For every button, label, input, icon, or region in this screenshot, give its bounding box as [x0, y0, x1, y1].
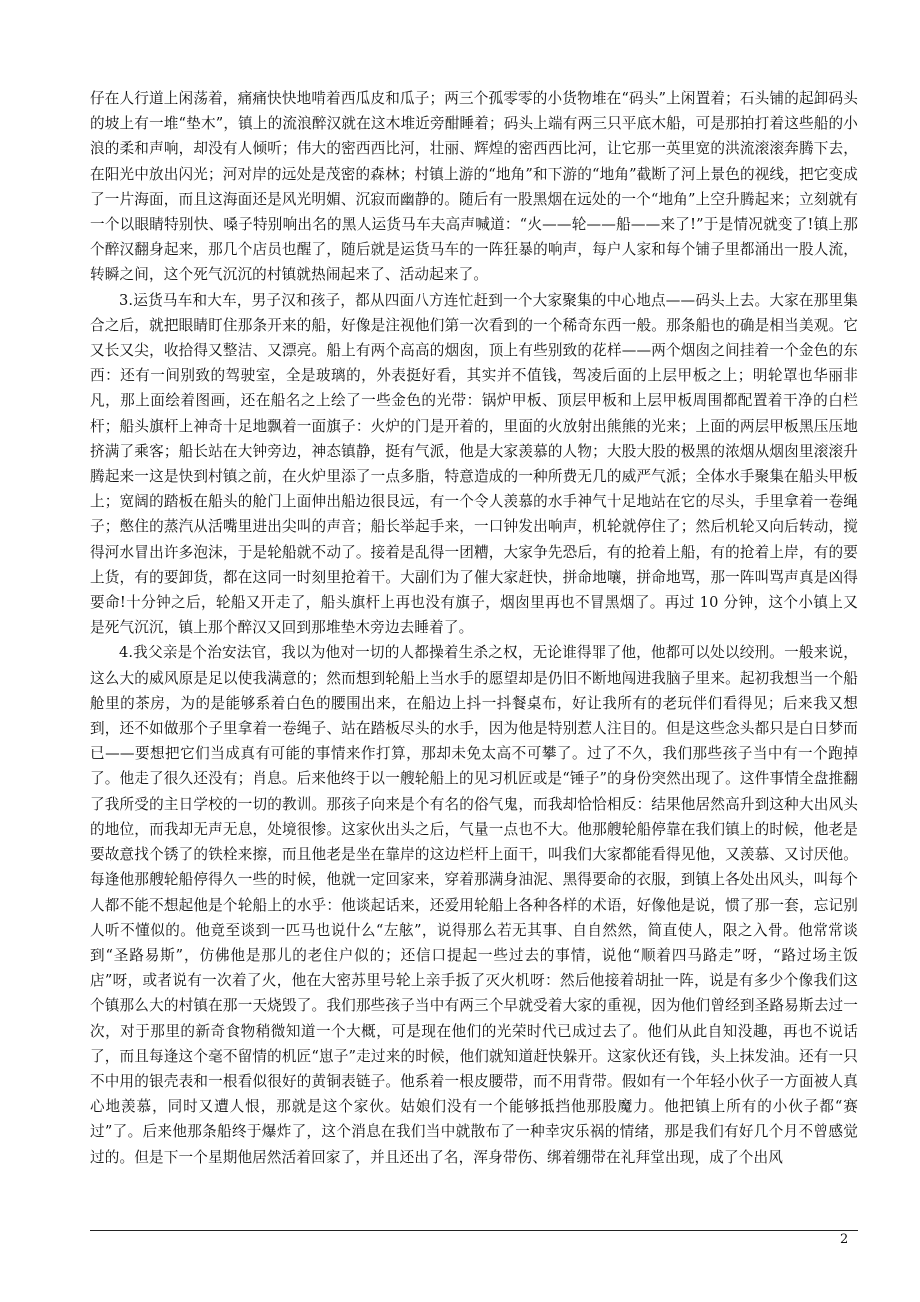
footer-divider [90, 1230, 858, 1231]
document-body [90, 86, 858, 1170]
paragraph-continued: 仔在人行道上闲荡着，痛痛快快地啃着西瓜皮和瓜子；两三个孤零零的小货物堆在“码头”上闲置着；石头铺的起卸码头的坡上有一堆“垫木”，镇上的流浪醉汉就在这木堆近旁酣睡着；码头上端有两三只平底木船，可是那拍打着这些船的小浪的柔和声响，却没有人倾听；伟大的密西西比河，壮丽、辉煌的密西西比河，让它那一英里宽的洪流滚滚奔腾下去，在阳光中放出闪光；河对岸的远处是茂密的森林；村镇上游的“地角”和下游的“地角”截断了河上景色的视线，把它变成了一片海面，而且这海面还是风光明媚、沉寂而幽静的。随后有一股黑烟在远处的一个“地角”上空升腾起来；立刻就有一个以眼睛特别快、嗓子特别响出名的黑人运货马车夫高声喊道：“火——轮——船——来了!”于是情况就变了!镇上那个醉汉翻身起来，那几个店员也醒了，随后就是运货马车的一阵狂暴的响声，每户人家和每个铺子里都涌出一股人流，转瞬之间，这个死气沉沉的村镇就热闹起来了、活动起来了。 [90, 90, 858, 284]
page-number: 2 [840, 1232, 849, 1247]
paragraph-3: 3.运货马车和大车，男子汉和孩子，都从四面八方连忙赶到一个大家聚集的中心地点——码头上去。大家在那里集合之后，就把眼睛盯住那条开来的船，好像是注视他们第一次看到的一个稀奇东西一般。那条船也的确是相当美观。它又长又尖，收拾得又整洁、又漂亮。船上有两个高高的烟囱，顶上有些别致的花样——两个烟囱之间挂着一个金色的东西：还有一间别致的驾驶室，全是玻璃的，外表挺好看，其实并不值钱，驾凌后面的上层甲板之上；明轮罩也华丽非凡，那上面绘着图画，还在船名之上绘了一些金色的光带：锅炉甲板、顶层甲板和上层甲板周围都配置着干净的白栏杆；船头旗杆上神奇十足地飘着一面旗子：火炉的门是开着的，里面的火放射出熊熊的光来；上面的两层甲板黑压压地挤满了乘客；船长站在大钟旁边，神态镇静，挺有气派，他是大家羡慕的人物；大股大股的极黑的浓烟从烟囱里滚滚升腾起来一这是快到村镇之前，在火炉里添了一点多脂，特意造成的一种所费无几的威严气派；全体水手聚集在船头甲板上；宽阔的踏板在船头的舱门上面伸出船边很艮远，有一个令人羡慕的水手神气十足地站在它的尽头，手里拿着一卷绳子；憋住的蒸汽从活嘴里进出尖叫的声音；船长举起手来，一口钟发出响声，机轮就停住了；然后机轮又向后转动，搅得河水冒出许多泡沫，于是轮船就不动了。接着是乱得一团糟，大家争先恐后，有的抢着上船，有的抢着上岸，有的要上货，有的要卸货，都在这同一时刻里抢着干。大副们为了催大家赶快，拼命地嚷，拼命地骂，那一阵叫骂声真是凶得要命!十分钟之后，轮船又开走了，船头旗杆上再也没有旗子，烟囱里再也不冒黑烟了。再过 10 分钟，这个小镇上又是死气沉沉，镇上那个醉汉又回到那堆垫木旁边去睡着了。 [90, 291, 858, 637]
paragraph-4: 4.我父亲是个治安法官，我以为他对一切的人都操着生杀之权，无论谁得罪了他，他都可以处以绞刑。一般来说，这么大的威风原是足以使我满意的；然而想到轮船上当水手的愿望却是仍旧不断地闯进我脑子里来。起初我想当一个船舱里的茶房，为的是能够系着白色的腰围出来，在船边上抖一抖餐桌布，好让我所有的老玩伴们看得见；后来我又想到，还不如做那个子里拿着一卷绳子、站在踏板尽头的水手，因为他是特别惹人注目的。但是这些念头都只是白日梦而已——要想把它们当成真有可能的事情来作打算，那却未免太高不可攀了。过了不久，我们那些孩子当中有一个跑掉了。他走了很久还没有；肖息。后来他终于以一艘轮船上的见习机匠或是“锤子”的身份突然出现了。这件事情全盘推翻了我所受的主日学校的一切的教训。那孩子向来是个有名的俗气鬼，而我却恰恰相反：结果他居然高升到这种大出风头的地位，而我却无声无息，处境很惨。这家伙出头之后，气量一点也不大。他那艘轮船停靠在我们镇上的时候，他老是要故意找个锈了的铁栓来擦，而且他老是坐在靠岸的这边栏杆上面干，叫我们大家都能看得见他，又羡慕、又讨厌他。每逢他那艘轮船停得久一些的时候，他就一定回家来，穿着那满身油泥、黑得要命的衣服，到镇上各处出风头，叫每个人都不能不想起他是个轮船上的水乎：他谈起话来，还爱用轮船上各种各样的术语，好像他是说，惯了那一套，忘记别人听不懂似的。他竟至谈到一匹马也说什么“左舷”，说得那么若无其事、自自然然，简直使人，限之入骨。他常常谈到“圣路易斯”，仿佛他是那儿的老住户似的；还信口提起一些过去的事情，说他“顺着四马路走”呀，“路过场主饭店”呀，或者说有一次着了火，他在大密苏里号轮上亲手扳了灭火机呀：然后他接着胡扯一阵，说是有多少个像我们这个镇那么大的村镇在那一天烧毁了。我们那些孩子当中有两三个早就受着大家的重视，因为他们曾经到圣路易斯去过一次，对于那里的新奇食物稍微知道一个大概，可是现在他们的光荣时代已成过去了。他们从此自知没趣，再也不说话了，而且每逢这个毫不留情的机匠“崽子”走过来的时候，他们就知道赶快躲开。这家伙还有钱，头上抹发油。还有一只不中用的银壳表和一根看似很好的黄铜表链子。他系着一根皮腰带，而不用背带。假如有一个年轻小伙子一方面被人真心地羡慕，同时又遭人恨，那就是这个家伙。姑娘们没有一个能够抵挡他那股魔力。他把镇上所有的小伙子都“赛过”了。后来他那条船终于爆炸了，这个消息在我们当中就散布了一种幸灾乐祸的情绪，那是我们有好几个月不曾感觉过的。但是下一个星期他居然活着回家了，并且还出了名，浑身带伤、绑着绷带在礼拜堂出现，成了个出风 [90, 644, 858, 1166]
